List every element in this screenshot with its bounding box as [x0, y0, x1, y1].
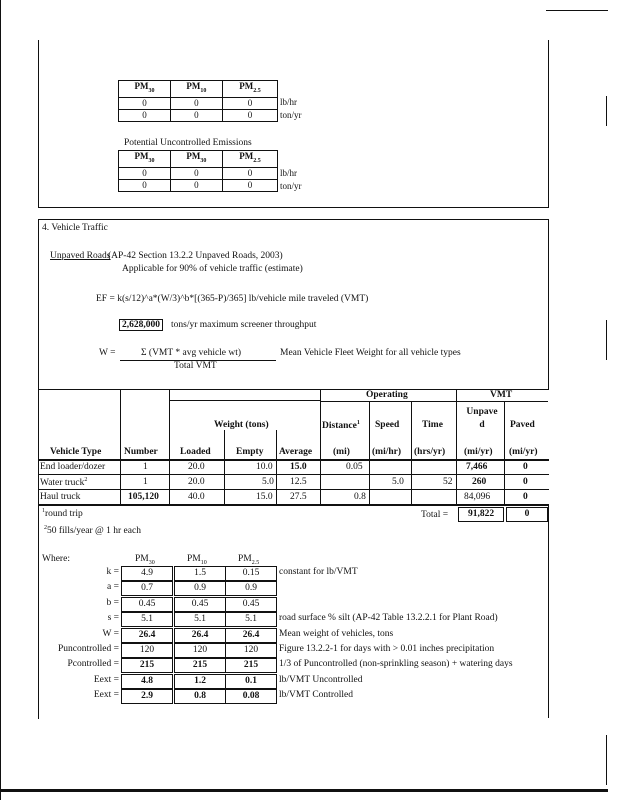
upper-frame-bottom: [38, 207, 549, 208]
section4-frame-right: [548, 219, 549, 389]
unpaved-header: Unpave d: [466, 407, 498, 430]
uncontrolled-lbhr-pm25: 0: [222, 167, 277, 179]
pm10-header: $PM_{30}$: [170, 151, 222, 168]
section4-frame-top: [38, 219, 549, 220]
row3-unpaved: 84,096: [464, 492, 491, 502]
controlled-unit-tonyr: ton/yr: [280, 110, 302, 120]
controlled-lbhr-pm30: 0: [119, 97, 171, 109]
row3-type: Haul truck: [40, 492, 81, 502]
where-row-value: 1.5: [174, 566, 226, 581]
uncontrolled-tonyr-pm30: 0: [119, 179, 171, 191]
row2-type-label: Water truck: [40, 478, 85, 489]
vtable-row2-bottom: [38, 489, 549, 490]
where-row-value: 215: [174, 658, 226, 673]
where-row-description: Mean weight of vehicles, tons: [279, 628, 394, 639]
where-row-description: constant for lb/VMT: [279, 567, 358, 577]
uncontrolled-emissions-table: [118, 150, 278, 192]
where-row-value: 0.45: [121, 597, 173, 612]
top-right-rule: [546, 10, 608, 11]
where-row-value: 0.9: [174, 581, 226, 596]
vtable-operating-rule: [320, 401, 548, 402]
uncontrolled-title: Potential Uncontrolled Emissions: [124, 138, 252, 148]
row1-number: 1: [143, 462, 148, 472]
where-row-label: s =: [107, 613, 119, 624]
where-row-label: W =: [102, 628, 119, 639]
where-row-value: 0.9: [225, 581, 277, 596]
row1-distance: 0.05: [346, 462, 363, 472]
where-row-value: 4.9: [121, 566, 173, 581]
where-row-description: Figure 13.2.2-1 for days with > 0.01 inches precipitation: [279, 644, 495, 654]
footnote-fills: $^2$50 fills/year @ 1 hr each: [44, 525, 141, 537]
pm25-header: $PM_{2.5}$: [222, 151, 277, 168]
row1-empty: 10.0: [256, 462, 273, 472]
footnote2-text: 50 fills/year @ 1 hr each: [47, 526, 141, 537]
where-row-value: 120: [174, 643, 226, 658]
uncontrolled-lbhr-pm30: 0: [119, 167, 171, 179]
vtable-weight-rule: [170, 400, 320, 401]
bottom-rule: [0, 789, 608, 792]
where-row-value: 120: [225, 643, 277, 658]
w-description: Mean Vehicle Fleet Weight for all vehicle types: [280, 348, 461, 358]
row3-empty: 15.0: [256, 492, 273, 502]
operating-header: Operating: [366, 390, 408, 400]
where-row-value: 26.4: [225, 628, 277, 643]
vcol-4: [276, 430, 277, 505]
where-row-label: Pcontrolled =: [67, 659, 119, 670]
where-row-value: 120: [121, 643, 173, 658]
distance-header: Distance$^1$: [322, 420, 360, 432]
paved-header: Paved: [510, 420, 535, 430]
where-row-value: 215: [121, 658, 173, 673]
uncontrolled-lbhr-pm10: 0: [170, 167, 222, 179]
number-header: Number: [124, 447, 158, 457]
unpaved-unit-header: (mi/yr): [464, 447, 493, 457]
where-row-value: 0.45: [225, 597, 277, 612]
where-row-value: 0.08: [225, 689, 277, 704]
left-margin-rule: [0, 0, 1, 800]
controlled-tonyr-pm25: 0: [222, 109, 277, 121]
vcol-7: [411, 401, 412, 505]
where-row-description: road surface % silt (AP-42 Table 13.2.2.1 for Plant Road): [279, 613, 498, 624]
vcol-2: [169, 389, 170, 505]
row3-number: 105,120: [128, 492, 159, 502]
right-margin-rule-3: [606, 735, 607, 785]
row2-time: 52: [443, 477, 453, 487]
vcol-5: [320, 389, 321, 505]
row2-speed: 5.0: [392, 477, 404, 487]
vtable-bottom: [38, 504, 549, 506]
controlled-unit-lbhr: lb/hr: [280, 97, 297, 107]
speed-header: Speed: [375, 420, 400, 430]
pm30-header: $PM_{30}$: [119, 151, 171, 168]
pm10-header: $PM_{10}$: [170, 81, 222, 98]
pm30-header: $PM_{30}$: [119, 81, 171, 98]
loaded-header: Loaded: [180, 447, 211, 457]
row3-distance: 0.8: [354, 492, 366, 502]
row1-unpaved: 7,466: [466, 462, 488, 472]
paved-unit-header: (mi/yr): [509, 447, 538, 457]
uncontrolled-unit-lbhr: lb/hr: [280, 168, 297, 178]
vcol-1: [120, 389, 121, 505]
upper-frame-right: [548, 40, 549, 208]
where-row-value: 215: [225, 658, 277, 673]
weight-header: Weight (tons): [214, 420, 269, 430]
throughput-value: 2,628,000: [119, 319, 163, 331]
vcol-6: [369, 401, 370, 505]
where-row-description: 1/3 of Puncontrolled (non-sprinkling season) + watering days: [279, 659, 513, 670]
row2-number: 1: [143, 477, 148, 487]
where-header-pm25: $PM_{2.5}$: [238, 554, 260, 566]
total-paved: 0: [506, 507, 548, 522]
unpaved-roads-reference: (AP-42 Section 13.2.2 Unpaved Roads, 2003): [108, 251, 283, 261]
controlled-lbhr-pm25: 0: [222, 97, 277, 109]
unpaved-roads-title: Unpaved Roads: [50, 251, 111, 261]
where-row-value: 5.1: [121, 612, 173, 627]
controlled-lbhr-pm10: 0: [170, 97, 222, 109]
where-row-value: 26.4: [174, 628, 226, 643]
uncontrolled-tonyr-pm25: 0: [222, 179, 277, 191]
where-row-value: 26.4: [121, 628, 173, 643]
vtable-header-bottom: [38, 459, 549, 461]
uncontrolled-unit-tonyr: ton/yr: [280, 181, 302, 191]
where-row-label: a =: [107, 582, 119, 593]
where-row-label: Eext =: [93, 674, 119, 685]
where-row-value: 0.15: [225, 566, 277, 581]
row1-paved: 0: [523, 462, 528, 472]
w-numerator: Σ (VMT * avg vehicle wt): [141, 348, 242, 358]
vtable-top: [38, 389, 549, 390]
footnote1-text: round trip: [45, 509, 83, 520]
w-denominator: Total VMT: [174, 361, 217, 371]
where-row-label: Eext =: [93, 690, 119, 701]
where-row-label: Puncontrolled =: [57, 644, 119, 654]
vehicle-type-header: Vehicle Type: [50, 447, 102, 457]
total-unpaved: 91,822: [458, 507, 504, 522]
row2-unpaved: 260: [472, 477, 487, 487]
where-header-pm10: $PM_{10}$: [187, 554, 207, 566]
vcol-8: [456, 389, 457, 505]
where-row-value: 1.2: [174, 674, 226, 689]
row3-paved: 0: [523, 492, 528, 502]
throughput-label: tons/yr maximum screener throughput: [171, 320, 317, 330]
distance-unit-header: (mi): [333, 447, 350, 457]
where-row-value: 0.8: [174, 689, 226, 704]
controlled-tonyr-pm10: 0: [170, 109, 222, 121]
vtable-row1-bottom: [38, 474, 549, 475]
vcol-3: [224, 430, 225, 505]
section4-frame-right-2: [548, 506, 549, 718]
section4-heading: 4. Vehicle Traffic: [42, 223, 108, 233]
w-label: W =: [99, 348, 116, 358]
row2-type: Water truck$^2$: [40, 477, 88, 489]
distance-header-label: Distance: [322, 421, 357, 432]
vcol-9: [504, 401, 505, 505]
where-row-description: lb/VMT Uncontrolled: [279, 674, 363, 685]
where-row-value: 0.7: [121, 581, 173, 596]
vmt-header: VMT: [490, 390, 513, 400]
ef-formula: EF = k(s/12)^a*(W/3)^b*[(365-P)/365] lb/vehicle mile traveled (VMT): [96, 294, 369, 304]
footnote-round-trip: $^1$round trip: [42, 508, 83, 520]
row3-loaded: 40.0: [188, 492, 205, 502]
controlled-tonyr-pm30: 0: [119, 109, 171, 121]
where-row-value: 5.1: [225, 612, 277, 627]
average-header: Average: [279, 447, 313, 457]
where-header-pm30: $PM_{30}$: [135, 554, 155, 566]
where-row-value: 4.8: [121, 674, 173, 689]
where-row-value: 2.9: [121, 689, 173, 704]
right-margin-rule: [606, 96, 607, 126]
row3-average: 27.5: [290, 492, 307, 502]
right-margin-rule-2: [606, 320, 607, 360]
speed-unit-header: (mi/hr): [372, 447, 402, 457]
applicable-note: Applicable for 90% of vehicle traffic (estimate): [122, 264, 303, 274]
pm25-header: $PM_{2.5}$: [222, 81, 277, 98]
row1-loaded: 20.0: [188, 462, 205, 472]
time-header: Time: [422, 420, 443, 430]
where-row-value: 0.1: [225, 674, 277, 689]
where-row-description: lb/VMT Controlled: [279, 690, 353, 701]
time-unit-header: (hrs/yr): [414, 447, 446, 457]
row2-empty: 5.0: [262, 477, 274, 487]
total-label: Total =: [421, 510, 449, 520]
row1-average: 15.0: [290, 462, 307, 472]
where-label: Where:: [42, 554, 70, 564]
controlled-emissions-table: [118, 80, 278, 122]
where-row-value: 0.45: [174, 597, 226, 612]
row1-type: End loader/dozer: [40, 462, 106, 472]
row2-paved: 0: [523, 477, 528, 487]
where-row-label: k =: [106, 567, 119, 577]
upper-frame-left: [38, 40, 39, 208]
uncontrolled-tonyr-pm10: 0: [170, 179, 222, 191]
where-row-label: b =: [106, 597, 119, 608]
where-row-value: 5.1: [174, 612, 226, 627]
row2-loaded: 20.0: [188, 477, 205, 487]
row2-average: 12.5: [290, 477, 307, 487]
section4-frame-left: [38, 219, 39, 719]
empty-header: Empty: [236, 447, 264, 457]
